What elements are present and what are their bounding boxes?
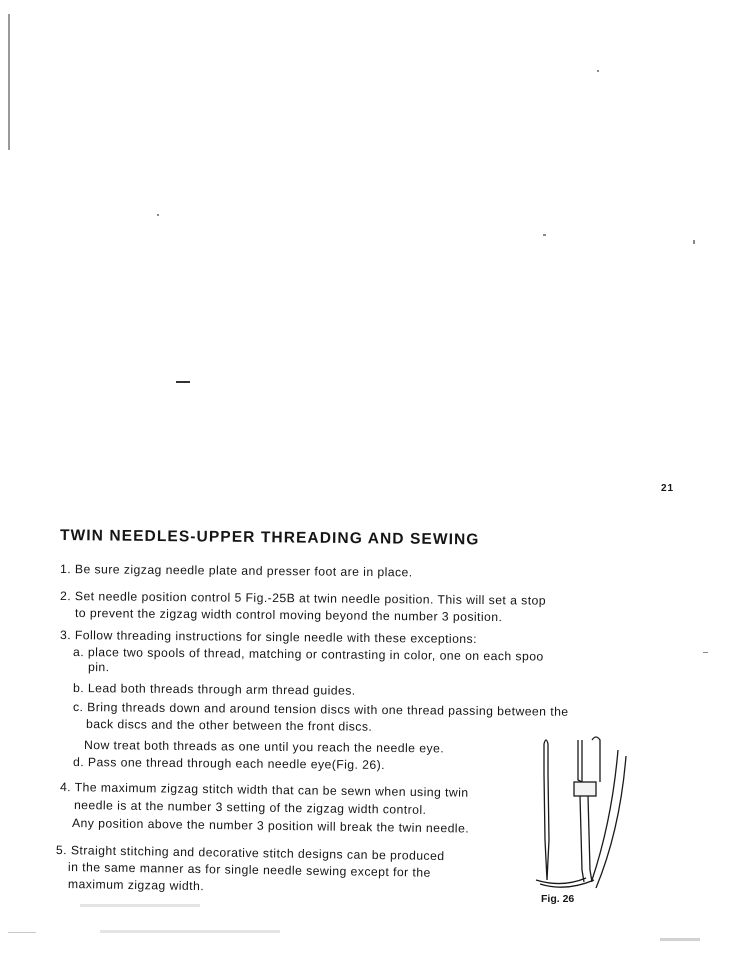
stray-dash [176,381,190,383]
instruction-step-5: 5. Straight stitching and decorative stitch designs can be produced [55,843,445,864]
thread-bottom [536,878,586,884]
instruction-step-3c-cont: back discs and the other between the front discs. [85,717,373,734]
scan-edge-line [8,14,10,150]
instruction-step-3a-cont: pin. [87,660,110,675]
instruction-step-2: 2. Set needle position control 5 Fig.-25B at twin needle position. This will set a stop [59,589,547,608]
scan-smudge [8,932,36,933]
page-number: 21 [661,483,675,494]
section-title: TWIN NEEDLES-UPPER THREADING AND SEWING [59,527,480,549]
scan-smudge [660,938,700,941]
scan-speck [597,70,599,72]
right-needle-shaft [578,740,582,782]
needle-bar [592,737,600,782]
scan-speck [157,214,159,216]
instruction-step-4-warning: Any position above the number 3 position will break the twin needle. [71,816,470,836]
twin-needle-b [588,796,592,882]
scan-speck [693,240,695,244]
twin-needle-a [580,796,584,882]
left-needle [544,740,549,880]
instruction-step-4: 4. The maximum zigzag stitch width that can be sewn when using twin [59,780,469,800]
twin-needle-illustration [522,730,632,890]
instruction-step-2-cont: to prevent the zigzag width control moving beyond the number 3 position. [74,606,503,625]
instruction-step-5-end: maximum zigzag width. [67,877,205,894]
instruction-step-4-cont: needle is at the number 3 setting of the zigzag width control. [73,798,427,817]
instruction-step-3: 3. Follow threading instructions for single needle with these exceptions: [59,628,478,647]
instruction-step-3c-note: Now treat both threads as one until you reach the needle eye. [83,738,445,756]
instruction-step-3d: d. Pass one thread through each needle eye(Fig. 26). [72,755,386,772]
instruction-step-3c: c. Bring threads down and around tension discs with one thread passing between the [72,700,569,719]
scan-smudge [80,904,200,907]
instruction-step-3b: b. Lead both threads through arm thread guides. [72,681,356,698]
instruction-step-1: 1. Be sure zigzag needle plate and presser foot are in place. [59,562,413,580]
scan-speck [703,652,708,653]
instruction-step-3a: a. place two spools of thread, matching or contrasting in color, one on each spoo [72,645,544,664]
thread-right [592,750,618,880]
scan-smudge [100,930,280,933]
scan-speck [543,234,546,236]
needle-clamp [574,782,596,796]
instruction-step-5-cont: in the same manner as for single needle sewing except for the [67,860,431,880]
figure-caption: Fig. 26 [541,893,575,905]
